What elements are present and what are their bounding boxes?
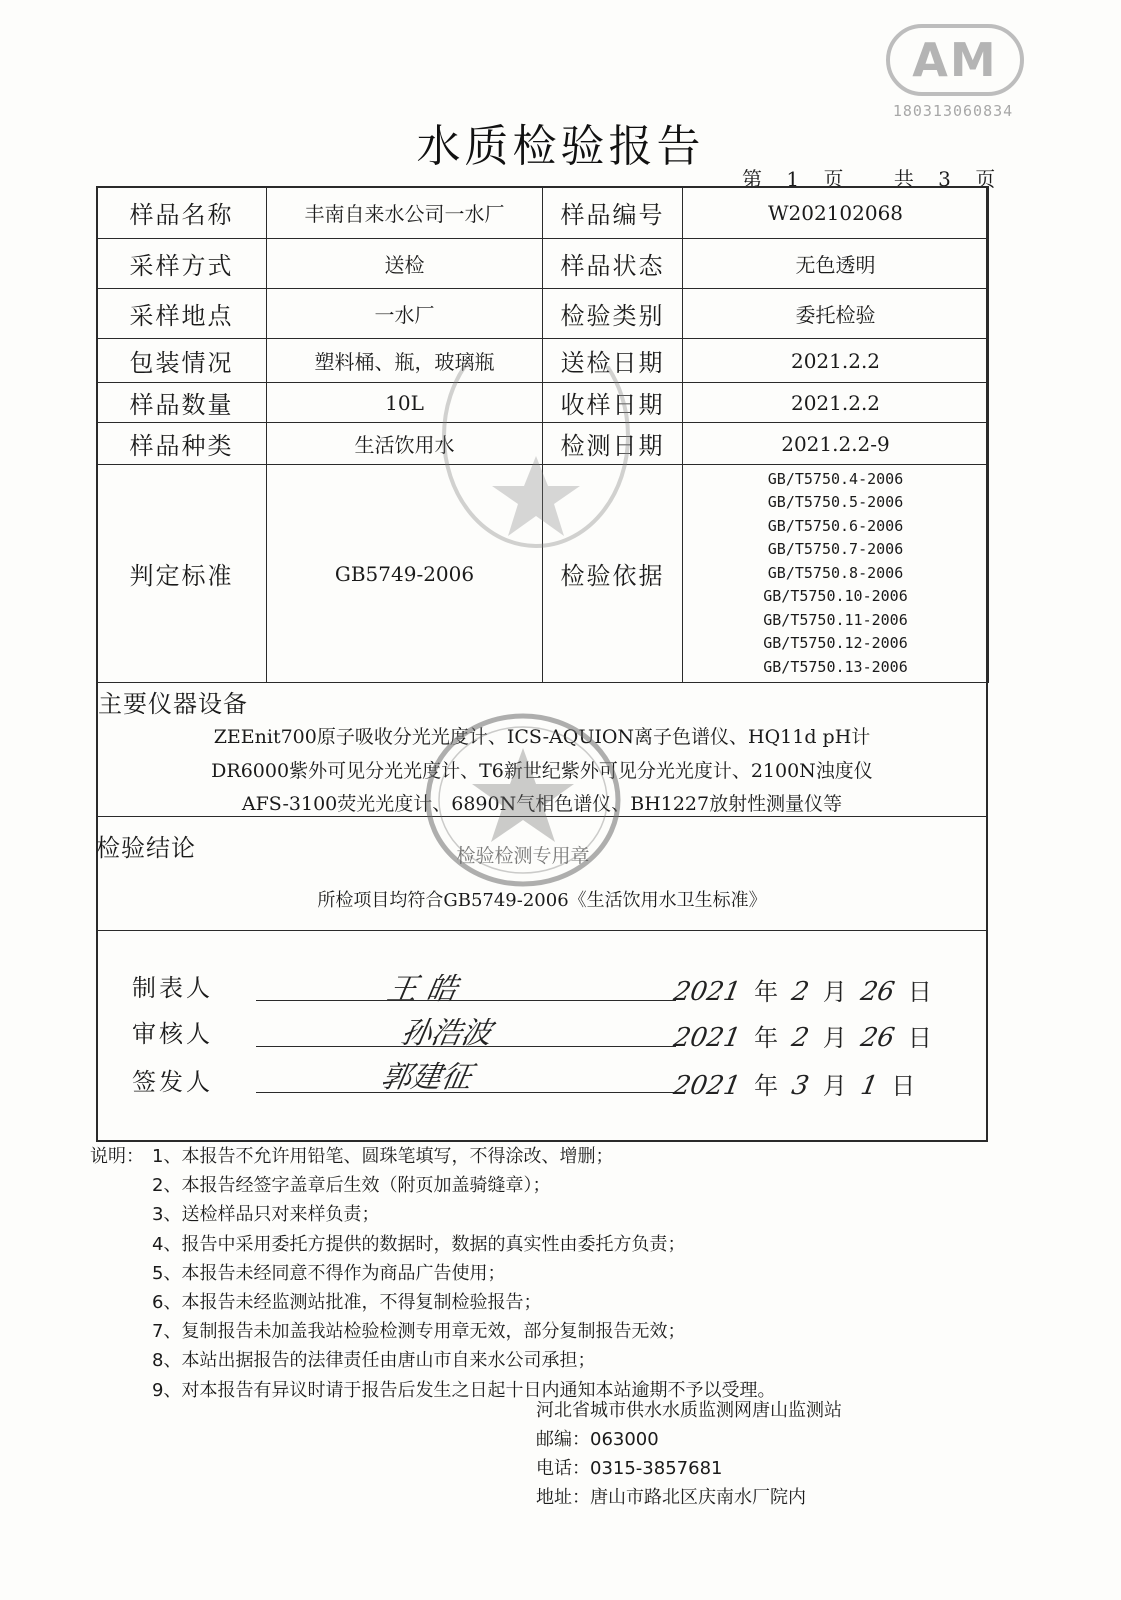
label-sample-id: 样品编号	[543, 187, 683, 239]
equipment-title: 主要仪器设备	[98, 690, 248, 718]
seal-text: 检验检测专用章	[456, 845, 590, 867]
basis-item: GB/T5750.7-2006	[767, 540, 904, 559]
basis-item: GB/T5750.5-2006	[767, 493, 904, 512]
signature-role-reviewer: 审核人	[132, 1020, 213, 1048]
value-sample-id: W202102068	[683, 187, 989, 239]
inspection-basis-list	[683, 465, 989, 683]
note-item: 6、本报告未经监测站批准，不得复制检验报告；	[152, 1292, 542, 1314]
year-unit: 年	[754, 1024, 779, 1052]
logo-code: 180313060834	[892, 102, 1014, 120]
basis-item: GB/T5750.6-2006	[767, 516, 904, 535]
signature-date-reviewer	[671, 1018, 946, 1053]
value-sampling-method: 送检	[267, 239, 543, 289]
signature-line	[256, 1000, 676, 1001]
station-phone: 电话：0315-3857681	[536, 1458, 723, 1479]
basis-item: GB/T5750.12-2006	[763, 634, 908, 653]
value-sample-quantity: 10L	[267, 383, 543, 423]
label-sample-status: 样品状态	[543, 239, 683, 289]
month-unit: 月	[822, 978, 847, 1006]
value-sample-status: 无色透明	[683, 239, 989, 289]
equipment-line: AFS-3100荧光光度计、6890N气相色谱仪、BH1227放射性测量仪等	[241, 793, 843, 815]
date-day: 26	[858, 977, 897, 1007]
label-submission-date: 送检日期	[543, 339, 683, 383]
basis-item: GB/T5750.13-2006	[763, 657, 908, 676]
divider	[96, 930, 988, 931]
page-current: 1	[786, 167, 802, 191]
label-test-date: 检测日期	[543, 423, 683, 465]
basis-item: GB/T5750.4-2006	[767, 469, 904, 488]
notes-section	[90, 1142, 775, 1405]
date-day: 26	[858, 1023, 897, 1053]
signature-issuer: 郭建征	[378, 1060, 475, 1095]
divider	[96, 816, 988, 817]
month-unit: 月	[822, 1072, 847, 1100]
page-total-prefix: 共	[893, 167, 916, 191]
signature-line	[256, 1046, 676, 1047]
note-item: 8、本站出据报告的法律责任由唐山市自来水公司承担；	[152, 1350, 596, 1372]
value-sample-name: 丰南自来水公司一水厂	[267, 187, 543, 239]
note-item: 4、报告中采用委托方提供的数据时，数据的真实性由委托方负责；	[152, 1233, 686, 1255]
label-packaging: 包装情况	[97, 339, 267, 383]
month-unit: 月	[822, 1024, 847, 1052]
signature-date-preparer	[671, 972, 946, 1007]
date-month: 2	[789, 1023, 812, 1053]
label-judgment-standard: 判定标准	[97, 465, 267, 683]
logo-mark: AM	[886, 24, 1024, 96]
day-unit: 日	[907, 978, 932, 1006]
label-sampling-location: 采样地点	[97, 289, 267, 339]
value-test-date: 2021.2.2-9	[683, 423, 989, 465]
equipment-line: DR6000紫外可见分光光度计、T6新世纪紫外可见分光光度计、2100N浊度仪	[211, 760, 873, 782]
basis-item: GB/T5750.8-2006	[767, 563, 904, 582]
signature-line	[256, 1092, 676, 1093]
page-unit: 页	[823, 167, 846, 191]
year-unit: 年	[754, 978, 779, 1006]
basis-item: GB/T5750.10-2006	[763, 587, 908, 606]
date-day: 1	[858, 1071, 880, 1101]
date-year: 2021	[671, 1023, 743, 1053]
date-year: 2021	[671, 1071, 743, 1101]
label-receipt-date: 收样日期	[543, 383, 683, 423]
note-item: 7、复制报告未加盖我站检验检测专用章无效，部分复制报告无效；	[152, 1321, 686, 1343]
label-sample-type: 样品种类	[97, 423, 267, 465]
value-inspection-type: 委托检验	[683, 289, 989, 339]
date-year: 2021	[671, 977, 743, 1007]
date-month: 3	[789, 1071, 812, 1101]
signature-reviewer: 孙浩波	[398, 1016, 495, 1051]
station-name: 河北省城市供水水质监测网唐山监测站	[536, 1400, 842, 1421]
table-row	[97, 423, 989, 465]
note-item: 3、送检样品只对来样负责；	[152, 1204, 380, 1226]
signature-role-issuer: 签发人	[132, 1068, 213, 1096]
note-item: 2、本报告经签字盖章后生效（附页加盖骑缝章）；	[152, 1175, 551, 1197]
page-total-unit: 页	[975, 167, 998, 191]
basis-item: GB/T5750.11-2006	[763, 610, 908, 629]
value-sample-type: 生活饮用水	[267, 423, 543, 465]
conclusion-text: 所检项目均符合GB5749-2006《生活饮用水卫生标准》	[317, 890, 767, 911]
label-sampling-method: 采样方式	[97, 239, 267, 289]
table-row	[97, 239, 989, 289]
table-row	[97, 383, 989, 423]
date-month: 2	[789, 977, 812, 1007]
notes-head: 说明：	[90, 1146, 144, 1167]
station-postcode: 邮编：063000	[536, 1429, 659, 1450]
value-sampling-location: 一水厂	[267, 289, 543, 339]
conclusion-title: 检验结论	[96, 834, 196, 862]
page-prefix: 第	[742, 167, 764, 191]
report-title: 水质检验报告	[416, 121, 705, 172]
page-total: 3	[938, 167, 953, 191]
table-row	[97, 465, 989, 683]
label-inspection-type: 检验类别	[543, 289, 683, 339]
sample-info-table	[96, 186, 989, 683]
station-address: 地址：唐山市路北区庆南水厂院内	[536, 1487, 806, 1508]
station-info	[536, 1396, 842, 1512]
table-row	[97, 339, 989, 383]
note-item: 1、本报告不允许用铅笔、圆珠笔填写，不得涂改、增删；	[152, 1146, 614, 1167]
value-packaging: 塑料桶、瓶，玻璃瓶	[267, 339, 543, 383]
signature-role-preparer: 制表人	[132, 974, 213, 1002]
notes-list	[90, 1142, 775, 1405]
note-item: 5、本报告未经同意不得作为商品广告使用；	[152, 1262, 506, 1284]
note-item: 9、对本报告有异议时请于报告后发生之日起十日内通知本站逾期不予以受理。	[152, 1379, 776, 1401]
signature-date-issuer	[671, 1066, 929, 1101]
label-sample-name: 样品名称	[97, 187, 267, 239]
value-receipt-date: 2021.2.2	[683, 383, 989, 423]
day-unit: 日	[891, 1072, 916, 1100]
value-submission-date: 2021.2.2	[683, 339, 989, 383]
label-inspection-basis: 检验依据	[543, 465, 683, 683]
value-judgment-standard: GB5749-2006	[267, 465, 543, 683]
table-row	[97, 289, 989, 339]
label-sample-quantity: 样品数量	[97, 383, 267, 423]
year-unit: 年	[754, 1072, 779, 1100]
signature-preparer: 王 皓	[384, 972, 461, 1007]
equipment-line: ZEEnit700原子吸收分光光度计、ICS-AQUION离子色谱仪、HQ11d pH计	[213, 726, 871, 748]
day-unit: 日	[907, 1024, 932, 1052]
table-row	[97, 187, 989, 239]
